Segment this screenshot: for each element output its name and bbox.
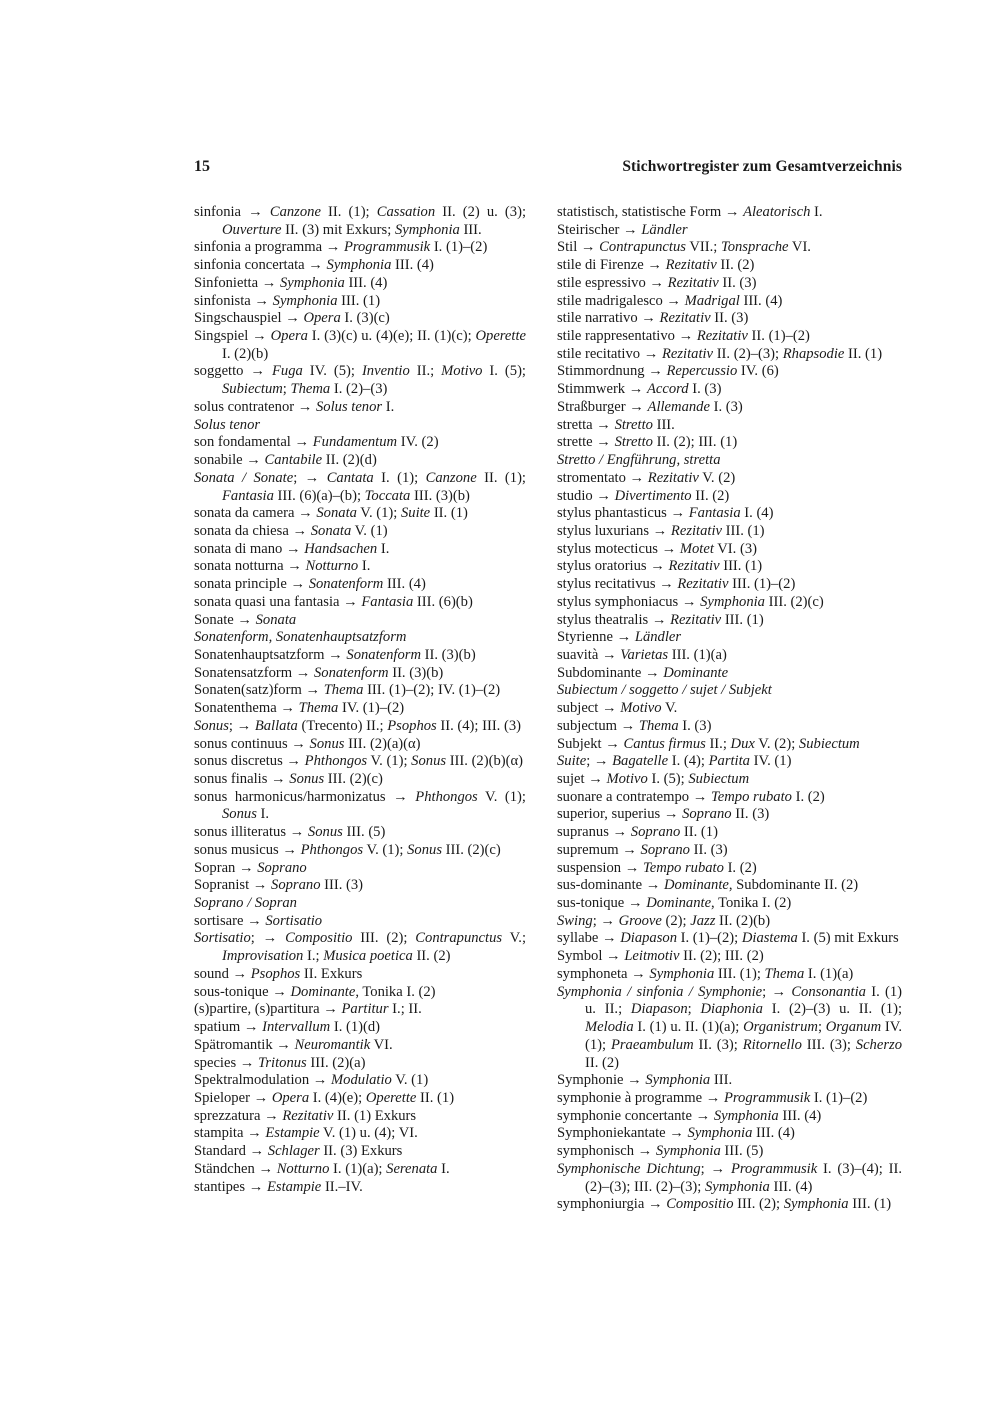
index-entry: Ständchen → Notturno I. (1)(a); Serenata I. [194,1160,450,1177]
index-entry: Stimmordnung → Repercussio IV. (6) [557,363,779,380]
index-entry: subject → Motivo V. [557,700,678,717]
index-entry: stile madrigalesco → Madrigal III. (4) [557,292,783,309]
index-entry: son fondamental → Fundamentum IV. (2) [194,434,439,451]
index-entry: Sonus; → Ballata (Trecento) II.; Psophos II. (4); III. (3) [194,717,521,734]
index-entry: superior, superius → Soprano II. (3) [557,806,770,823]
index-entry: Sonatensatzform → Sonatenform II. (3)(b) [194,664,444,681]
index-column-left [194,204,526,1196]
index-entry: Straßburger → Allemande I. (3) [557,398,743,415]
index-entry: Sonate → Sonata [194,611,297,628]
index-entry: Spätromantik → Neuromantik VI. [194,1036,393,1053]
index-entry: stile rappresentativo → Rezitativ II. (1)–(2) [557,328,810,345]
index-entry: Sortisatio; → Compositio III. (2); Contrapunctus V.; Improvisation I.; Musica poetica II. (2) [194,930,527,965]
index-entry: syllabe → Diapason I. (1)–(2); Diastema I. (5) mit Exkurs [557,930,899,947]
index-entry: sonus musicus → Phthongos V. (1); Sonus III. (2)(c) [194,841,501,858]
index-entry: sonus discretus → Phthongos V. (1); Sonus III. (2)(b)(α) [194,753,523,770]
index-entry: Symphonische Dichtung; → Programmusik I. (3)–(4); II. (2)–(3); III. (2)–(3); Symphonia III. (4) [557,1160,903,1195]
index-entry: sonata da chiesa → Sonata V. (1) [194,522,388,539]
index-entry: Symphonia / sinfonia / Symphonie; → Consonantia I. (1) u. II.; Diapason; Diaphonia I. (2)–(3) u. II. (1); Melodia I. (1) u. II. (1)(a); Organistrum; Organum IV. (1); Praeambulum II. (3); Ritornello III. (3); Scherzo II. (2) [557,983,903,1071]
index-entry: stile di Firenze → Rezitativ II. (2) [557,257,755,274]
page-number: 15 [194,158,210,175]
index-entry: sonus harmonicus/harmonizatus → Phthongos V. (1); Sonus I. [194,788,526,823]
index-entry: sinfonia concertata → Symphonia III. (4) [194,257,434,274]
index-entry: Sonaten(satz)form → Thema III. (1)–(2); IV. (1)–(2) [194,682,501,699]
index-entry: sonus finalis → Sonus III. (2)(c) [194,771,383,787]
index-entry: Stil → Contrapunctus VII.; Tonsprache VI. [557,239,811,256]
index-entry: Soprano / Sopran [194,895,297,912]
index-entry: stromentato → Rezitativ V. (2) [557,469,736,486]
index-entry: (s)partire, (s)partitura → Partitur I.; II. [194,1001,422,1018]
index-entry: stylus phantasticus → Fantasia I. (4) [557,505,774,522]
index-entry: supranus → Soprano II. (1) [557,824,718,841]
index-entry: Sopranist → Soprano III. (3) [194,877,364,894]
index-entry: Singschauspiel → Opera I. (3)(c) [194,310,390,327]
index-entry: Sonatenform, Sonatenhauptsatzform [194,629,407,646]
index-entry: Spektralmodulation → Modulatio V. (1) [194,1072,429,1089]
index-entry: stile narrativo → Rezitativ II. (3) [557,310,749,327]
index-entry: Symphonie → Symphonia III. [557,1072,733,1089]
index-entry: strette → Stretto II. (2); III. (1) [557,434,738,451]
index-entry: sonata di mano → Handsachen I. [194,540,390,557]
index-entry: symphoneta → Symphonia III. (1); Thema I. (1)(a) [557,965,854,982]
index-entry: Symphoniekantate → Symphonia III. (4) [557,1125,795,1142]
index-entry: sonata da camera → Sonata V. (1); Suite II. (1) [194,505,468,522]
index-entry: symphonie concertante → Symphonia III. (4) [557,1107,822,1124]
index-entry: symphoniurgia → Compositio III. (2); Symphonia III. (1) [557,1196,892,1213]
index-entry: Sinfonietta → Symphonia III. (4) [194,274,388,291]
index-entry: sound → Psophos II. Exkurs [194,965,363,982]
index-entry: spatium → Intervallum I. (1)(d) [194,1019,381,1036]
index-entry: Sonatenthema → Thema IV. (1)–(2) [194,700,405,717]
index-entry: Symbol → Leitmotiv II. (2); III. (2) [557,948,764,965]
index-entry: solus contratenor → Solus tenor I. [194,398,395,415]
index-entry: stile espressivo → Rezitativ II. (3) [557,274,757,291]
index-entry: sortisare → Sortisatio [194,912,323,929]
index-entry: stylus recitativus → Rezitativ III. (1)–(2) [557,576,796,593]
index-entry: Subiectum / soggetto / sujet / Subjekt [557,682,772,699]
index-entry: Stimmwerk → Accord I. (3) [557,381,722,398]
index-entry: sonus illiteratus → Sonus III. (5) [194,824,386,841]
running-title: Stichwortregister zum Gesamtverzeichnis [622,158,902,175]
index-entry: sonata principle → Sonatenform III. (4) [194,576,426,593]
index-entry: Sonata / Sonate; → Cantata I. (1); Canzone II. (1); Fantasia III. (6)(a)–(b); Toccata III. (3)(b) [194,469,526,504]
index-entry: suavità → Varietas III. (1)(a) [557,646,727,663]
index-entry: sonabile → Cantabile II. (2)(d) [194,452,377,469]
index-entry: sonata quasi una fantasia → Fantasia III. (6)(b) [194,593,473,610]
index-entry: suonare a contratempo → Tempo rubato I. (2) [557,788,825,805]
index-entry: sus-dominante → Dominante, Subdominante II. (2) [557,877,859,894]
index-entry: Standard → Schlager II. (3) Exkurs [194,1143,403,1160]
index-entry: stylus theatralis → Rezitativ III. (1) [557,611,764,628]
index-entry: Subjekt → Cantus firmus II.; Dux V. (2); Subiectum [557,735,860,752]
index-entry: stile recitativo → Rezitativ II. (2)–(3); Rhapsodie II. (1) [557,345,883,362]
index-entry: Singspiel → Opera I. (3)(c) u. (4)(e); II. (1)(c); Operette I. (2)(b) [194,328,526,362]
index-entry: sonus continuus → Sonus III. (2)(a)(α) [194,735,421,752]
index-entry: symphonie à programme → Programmusik I. (1)–(2) [557,1089,868,1106]
index-entry: subjectum → Thema I. (3) [557,717,712,734]
index-entry: Styrienne → Ländler [557,629,682,646]
index-entry: stylus symphoniacus → Symphonia III. (2)(c) [557,593,824,610]
index-entry: species → Tritonus III. (2)(a) [194,1054,366,1071]
index-entry: sus-tonique → Dominante, Tonika I. (2) [557,895,792,912]
index-entry: stretta → Stretto III. [557,416,675,433]
index-entry: Subdominante → Dominante [557,664,729,681]
index-entry: statistisch, statistische Form → Aleatorisch I. [557,204,823,220]
index-entry: suspension → Tempo rubato I. (2) [557,859,757,876]
index-entry: Swing; → Groove (2); Jazz II. (2)(b) [557,912,771,929]
index-entry: Suite; → Bagatelle I. (4); Partita IV. (1) [557,753,792,770]
index-entry: stylus motecticus → Motet VI. (3) [557,540,757,557]
index-entry: stylus luxurians → Rezitativ III. (1) [557,522,765,539]
index-entry: sinfonia → Canzone II. (1); Cassation II. (2) u. (3); Ouverture II. (3) mit Exkurs; Symphonia III. [194,204,526,238]
index-entry: sous-tonique → Dominante, Tonika I. (2) [194,983,436,1000]
index-entry: stantipes → Estampie II.–IV. [194,1178,363,1195]
index-entry: soggetto → Fuga IV. (5); Inventio II.; Motivo I. (5); Subiectum; Thema I. (2)–(3) [194,363,526,398]
index-entry: stampita → Estampie V. (1) u. (4); VI. [194,1125,418,1142]
index-column-right [557,204,902,1214]
index-entry: supremum → Soprano II. (3) [557,841,728,858]
index-entry: stylus oratorius → Rezitativ III. (1) [557,558,763,575]
index-entry: Sopran → Soprano [194,859,307,876]
index-entry: sujet → Motivo I. (5); Subiectum [557,771,750,787]
index-entry: Spieloper → Opera I. (4)(e); Operette II. (1) [194,1089,455,1106]
index-entry: sinfonista → Symphonia III. (1) [194,292,381,309]
index-entry: Steirischer → Ländler [557,221,688,238]
index-entry: Stretto / Engführung, stretta [557,452,721,469]
index-entry: sinfonia a programma → Programmusik I. (1)–(2) [194,239,488,256]
index-entry: sprezzatura → Rezitativ II. (1) Exkurs [194,1107,417,1124]
index-entry: Sonatenhauptsatzform → Sonatenform II. (3)(b) [194,646,476,663]
index-entry: sonata notturna → Notturno I. [194,558,371,575]
index-entry: studio → Divertimento II. (2) [557,487,730,504]
index-entry: Solus tenor [194,416,261,433]
index-entry: symphonisch → Symphonia III. (5) [557,1143,764,1160]
